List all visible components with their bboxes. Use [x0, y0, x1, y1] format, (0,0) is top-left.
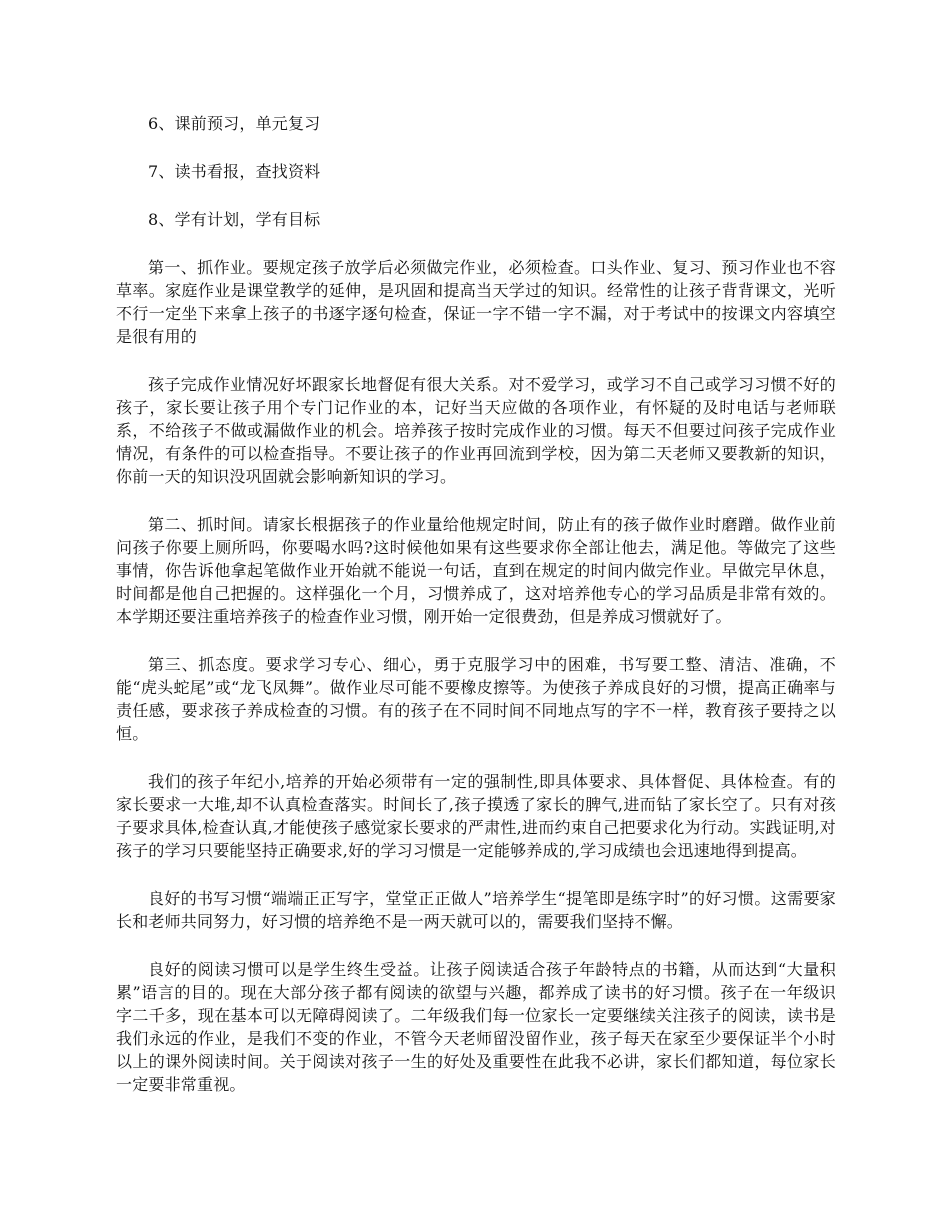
paragraph-attitude: 第三、抓态度。要求学习专心、细心，勇于克服学习中的困难，书写要工整、清洁、准确，不能“虎头蛇尾”或“龙飞凤舞”。做作业尽可能不要橡皮擦等。为使孩子养成良好的习惯，提高正确率与责任感，要求孩子养成检查的习惯。有的孩子在不同时间不同地点写的字不一样，教育孩子要持之以恒。 [116, 655, 836, 743]
paragraph-enforcement: 我们的孩子年纪小,培养的开始必须带有一定的强制性,即具体要求、具体督促、具体检查。有的家长要求一大堆,却不认真检查落实。时间长了,孩子摸透了家长的脾气,进而钻了家长空了。只有对孩子要求具体,检查认真,才能使孩子感觉家长要求的严肃性,进而约束自己把要求化为行动。实践证明,对孩子的学习只要能坚持正确要求,好的学习习惯是一定能够养成的,学习成绩也会迅速地得到提高。 [116, 772, 836, 860]
paragraph-reading-habit: 良好的阅读习惯可以是学生终生受益。让孩子阅读适合孩子年龄特点的书籍，从而达到“大量积累”语言的目的。现在大部分孩子都有阅读的欲望与兴趣，都养成了读书的好习惯。孩子在一年级识字二千多，现在基本可以无障碍阅读了。二年级我们每一位家长一定要继续关注孩子的阅读，读书是我们永远的作业，是我们不变的作业，不管今天老师留没留作业，孩子每天在家至少要保证半个小时以上的课外阅读时间。关于阅读对孩子一生的好处及重要性在此我不必讲，家长们都知道，每位家长一定要非常重视。 [116, 960, 836, 1094]
paragraph-homework: 第一、抓作业。要规定孩子放学后必须做完作业，必须检查。口头作业、复习、预习作业也不容草率。家庭作业是课堂教学的延伸，是巩固和提高当天学过的知识。经常性的让孩子背背课文，光听不行一定坐下来拿上孩子的书逐字逐句检查，保证一字不错一字不漏，对于考试中的按课文内容填空是很有用的 [116, 258, 836, 346]
paragraph-writing-habit: 良好的书写习惯“端端正正写字，堂堂正正做人”培养学生“提笔即是练字时”的好习惯。这需要家长和老师共同努力，好习惯的培养绝不是一两天就可以的，需要我们坚持不懈。 [116, 889, 836, 931]
list-item-8: 8、学有计划，学有目标 [148, 210, 321, 229]
paragraph-parent-supervision: 孩子完成作业情况好坏跟家长地督促有很大关系。对不爱学习，或学习不自己或学习习惯不好的孩子，家长要让孩子用个专门记作业的本，记好当天应做的各项作业，有怀疑的及时电话与老师联系，不给孩子不做或漏做作业的机会。培养孩子按时完成作业的习惯。每天不但要过问孩子完成作业情况，有条件的可以检查指导。不要让孩子的作业再回流到学校，因为第二天老师又要教新的知识，你前一天的知识没巩固就会影响新知识的学习。 [116, 375, 836, 486]
document-body [116, 112, 836, 1121]
list-item-7: 7、读书看报，查找资料 [148, 162, 321, 181]
paragraph-time-management: 第二、抓时间。请家长根据孩子的作业量给他规定时间，防止有的孩子做作业时磨蹭。做作业前问孩子你要上厕所吗，你要喝水吗?这时候他如果有这些要求你全部让他去，满足他。等做完了这些事情，你告诉他拿起笔做作业开始就不能说一句话，直到在规定的时间内做完作业。早做完早休息，时间都是他自己把握的。这样强化一个月，习惯养成了，这对培养他专心的学习品质是非常有效的。本学期还要注重培养孩子的检查作业习惯，刚开始一定很费劲，但是养成习惯就好了。 [116, 515, 836, 626]
list-item-6: 6、课前预习，单元复习 [148, 114, 321, 133]
